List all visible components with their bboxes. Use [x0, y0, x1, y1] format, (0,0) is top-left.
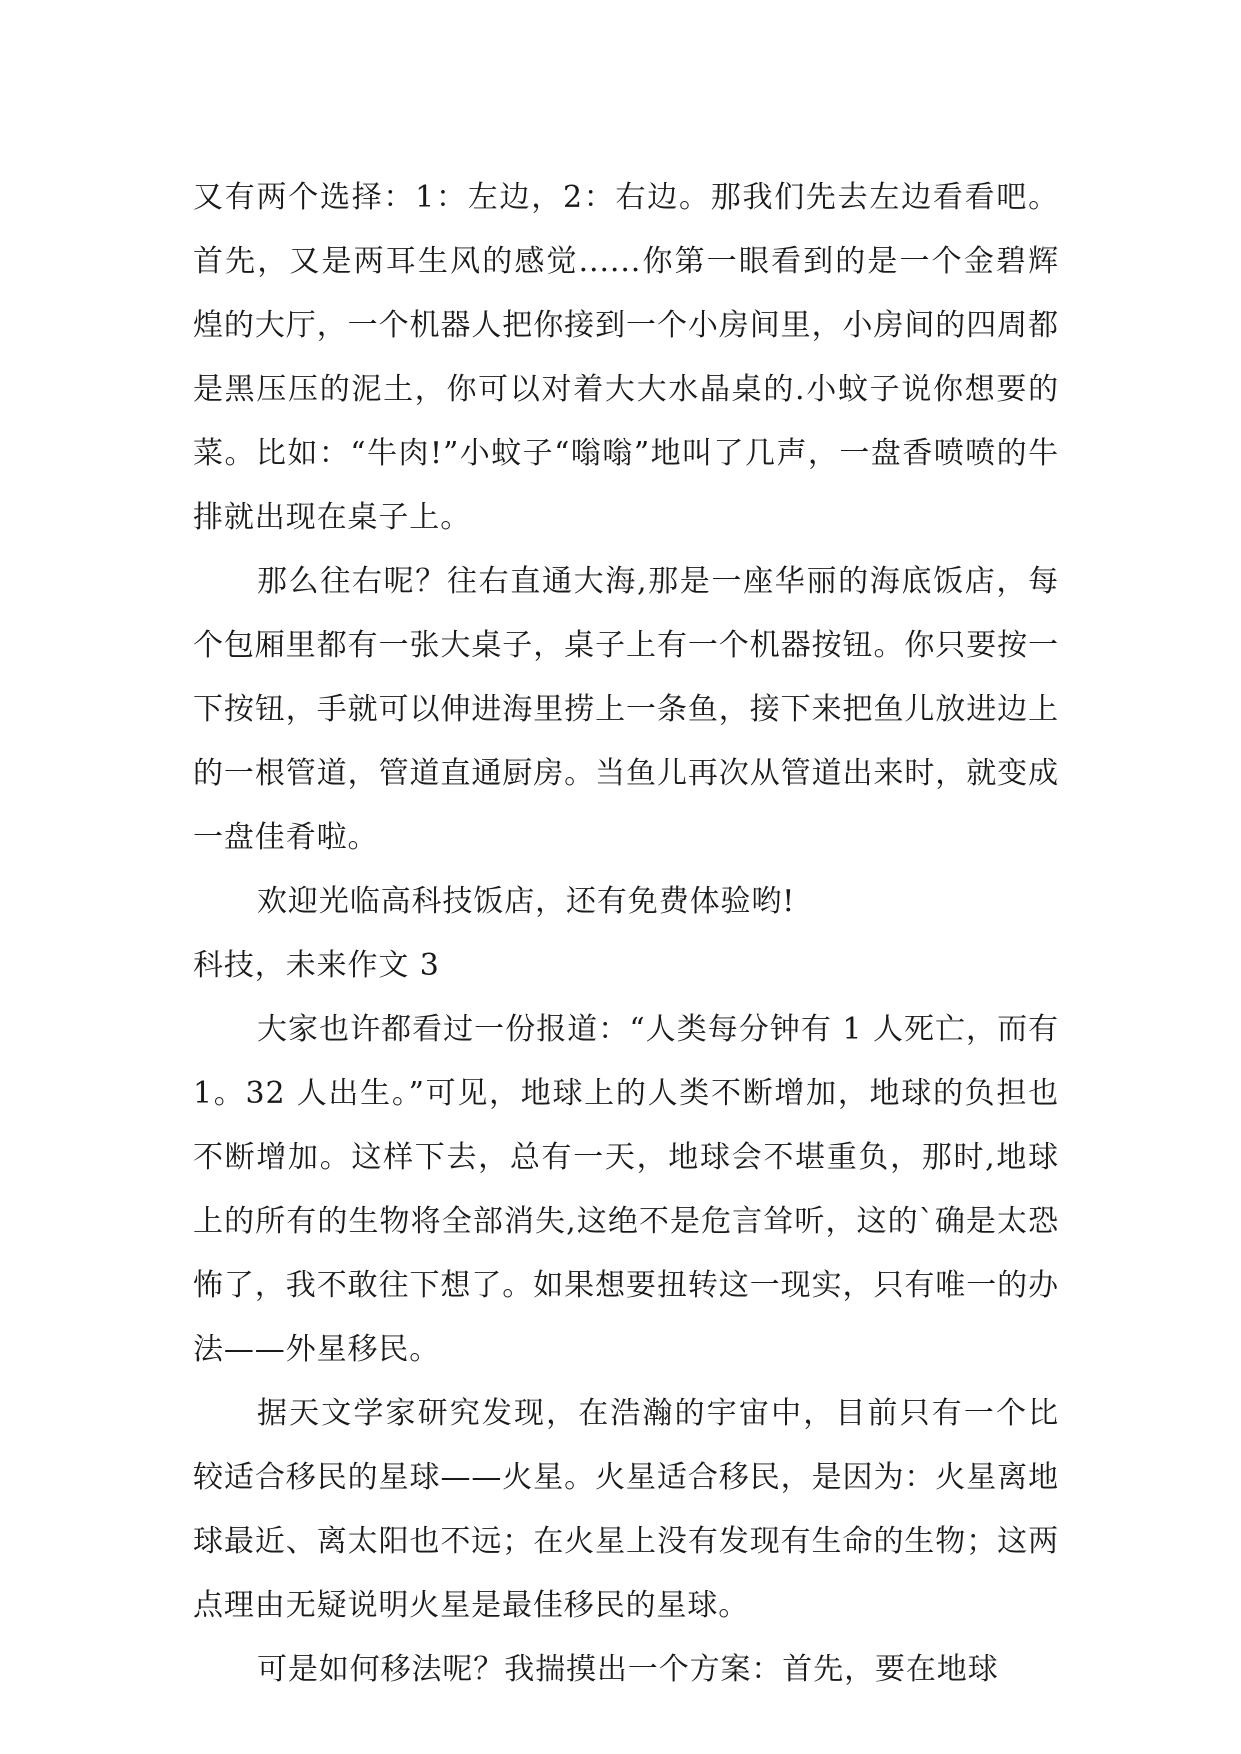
paragraph-left-option: 又有两个选择：1：左边，2：右边。那我们先去左边看看吧。首先，又是两耳生风的感觉......你第一眼看到的是一个金碧辉煌的大厅，一个机器人把你接到一个小房间里，小房间的四周都是黑压压的泥土，你可以对着大大水晶桌的.小蚊子说你想要的菜。比如：“牛肉!”小蚊子“嗡嗡”地叫了几声，一盘香喷喷的牛排就出现在桌子上。 [193, 180, 1059, 535]
paragraph-migration-plan: 可是如何移法呢？我揣摸出一个方案：首先，要在地球 [257, 1652, 999, 1687]
document-body [193, 166, 1059, 1702]
paragraph-right-option: 那么往右呢？往右直通大海,那是一座华丽的海底饭店，每个包厢里都有一张大桌子，桌子上有一个机器按钮。你只要按一下按钮，手就可以伸进海里捞上一条鱼，接下来把鱼儿放进边上的一根管道，管道直通厨房。当鱼儿再次从管道出来时，就变成一盘佳肴啦。 [193, 564, 1059, 855]
paragraph-mars-research: 据天文学家研究发现，在浩瀚的宇宙中，目前只有一个比较适合移民的星球——火星。火星适合移民，是因为：火星离地球最近、离太阳也不远；在火星上没有发现有生命的生物；这两点理由无疑说明火星是最佳移民的星球。 [193, 1396, 1059, 1623]
paragraph-population-report: 大家也许都看过一份报道：“人类每分钟有 1 人死亡，而有 1。32 人出生。”可见，地球上的人类不断增加，地球的负担也不断增加。这样下去，总有一天，地球会不堪重负，那时,地球上的所有的生物将全部消失,这绝不是危言耸听，这的`确是太恐怖了，我不敢往下想了。如果想要扭转这一现实，只有唯一的办法——外星移民。 [193, 1012, 1059, 1367]
paragraph-welcome: 欢迎光临高科技饭店，还有免费体验哟! [257, 884, 796, 919]
section-heading: 科技，未来作文 3 [193, 948, 440, 983]
